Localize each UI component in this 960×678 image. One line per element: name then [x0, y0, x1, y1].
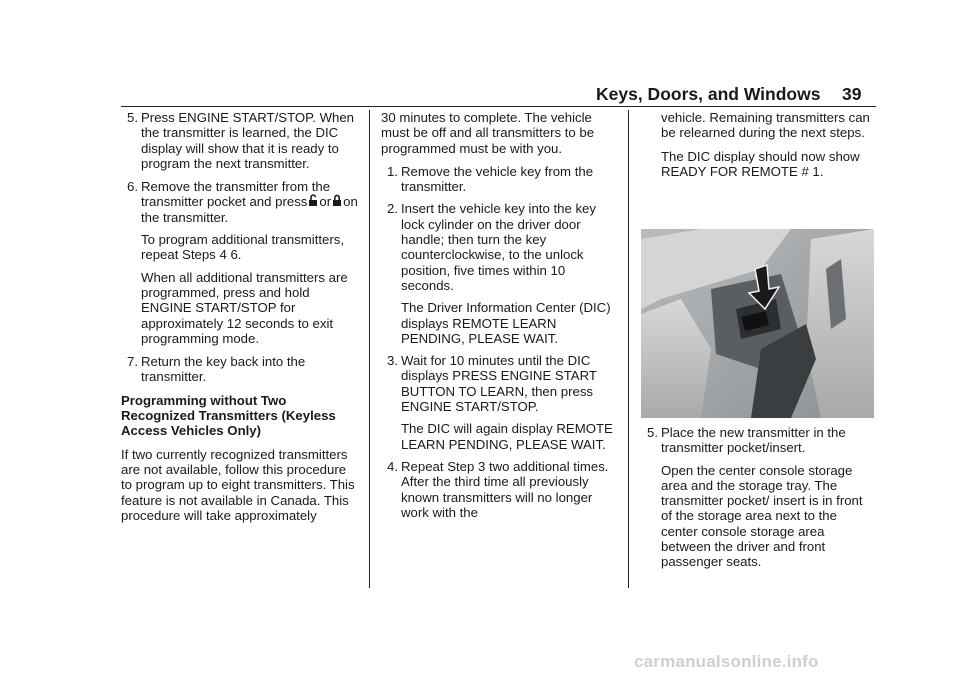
step-2: [381, 201, 619, 346]
step-number: 1.: [387, 163, 398, 179]
step-text: Return the key back into the transmitter.: [141, 354, 306, 385]
step-text-after-icons: on the transmitter.: [141, 194, 358, 225]
intro-continuation: 30 minutes to complete. The vehicle must be off and all transmitters to be programmed must be with you.: [381, 110, 595, 156]
step-number: 5.: [127, 110, 138, 125]
page-number: 39: [842, 84, 862, 104]
console-photo-illustration: [641, 229, 874, 418]
step-text: Insert the vehicle key into the key lock cylinder on the driver door handle; then turn the key counterclockwise, to the unlock position, five times within 10 seconds.: [401, 201, 596, 293]
step-text: Wait for 10 minutes until the DIC displays PRESS ENGINE START BUTTON TO LEARN, then press ENGINE START/STOP.: [401, 353, 597, 415]
step-paragraph: Open the center console storage area and the storage tray. The transmitter pocket/ insert is in front of the storage area next to the center console storage area between the driver and front passenger seats.: [661, 462, 863, 570]
step-1: [381, 164, 619, 195]
step-paragraph: The DIC will again display REMOTE LEARN PENDING, PLEASE WAIT.: [401, 421, 613, 452]
section-title: Keys, Doors, and Windows: [596, 84, 821, 104]
step-6: [121, 179, 359, 346]
unlock-key-icon: [308, 194, 318, 207]
step-text: Repeat Step 3 two additional times. After the third time all previously known transmitters will no longer work with the: [401, 458, 609, 520]
center-console-transmitter-pocket-photo: [641, 229, 874, 418]
step-number: 5.: [647, 425, 658, 440]
step-text: Remove the vehicle key from the transmitter.: [401, 163, 594, 195]
step-7: [121, 354, 359, 385]
step-paragraph: To program additional transmitters, repeat Steps 4 6.: [141, 232, 345, 263]
column-3-lower: [641, 425, 877, 577]
column-1: [121, 110, 359, 531]
step-text: [141, 179, 359, 225]
watermark: carmanualsonline.info: [634, 652, 819, 671]
column-divider-1: [369, 110, 370, 588]
step-5: [641, 425, 877, 570]
step-4: [381, 459, 619, 520]
step-text: Place the new transmitter in the transmitter pocket/insert.: [661, 425, 846, 456]
step-text-before-icons: Remove the transmitter from the transmitter pocket and press: [141, 179, 331, 210]
step-number: 3.: [387, 353, 398, 369]
step-number: 4.: [387, 458, 398, 474]
step-number: 6.: [127, 179, 138, 195]
subheading: Programming without Two Recognized Transmitters (Keyless Access Vehicles Only): [121, 392, 336, 439]
continuation-paragraph: The DIC display should now show READY FOR REMOTE # 1.: [661, 148, 860, 179]
step-5: [121, 110, 359, 171]
step-text: Press ENGINE START/STOP. When the transmitter is learned, the DIC display will show that it is ready to program the next transmitter.: [141, 110, 355, 171]
step-paragraph: When all additional transmitters are programmed, press and hold ENGINE START/STOP for approximately 12 seconds to exit programming mode.: [141, 269, 348, 346]
column-2: [381, 110, 619, 527]
lock-key-icon: [332, 194, 342, 207]
column-3: [641, 110, 877, 187]
continuation-paragraph: vehicle. Remaining transmitters can be relearned during the next steps.: [661, 110, 870, 141]
body-paragraph: If two currently recognized transmitters are not available, follow this procedure to program up to eight transmitters. This feature is not available in Canada. This procedure will take approximately: [121, 446, 355, 523]
header-divider: [121, 106, 876, 107]
column-divider-2: [628, 110, 629, 588]
step-number: 2.: [387, 201, 398, 217]
step-number: 7.: [127, 354, 138, 370]
step-paragraph: The Driver Information Center (DIC) displays REMOTE LEARN PENDING, PLEASE WAIT.: [401, 300, 611, 346]
step-3: [381, 353, 619, 452]
step-text-between-icons: or: [319, 194, 332, 210]
